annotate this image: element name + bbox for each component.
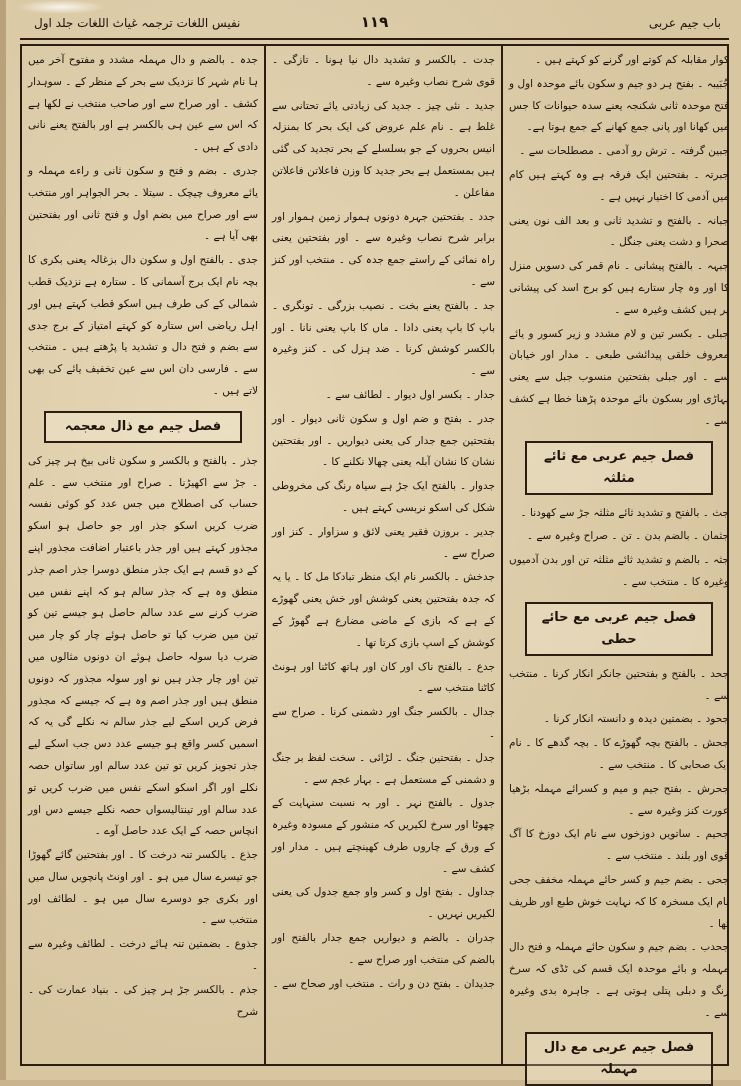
- dictionary-entry: جدع ۔ بالفتح ناک اور کان اور ہاتھ کاٹنا اور ہونٹ کاٹنا منتخب سے ۔: [272, 660, 495, 695]
- dictionary-entry: جدول ۔ بالفتح نہر ۔ اور بہ نسبت سنہایت کے چھوٹا اور سرخ لکیریں کہ منشور کے مسودہ وغیرہ کے ورق کے چاروں طرف کھینچتے ہیں ۔ مدار اور کشف سے ۔: [272, 797, 495, 875]
- dictionary-entry: جُبَیبہ ۔ بفتح ہر دو جیم و سکون بائے موحدہ اول و فتح موحدہ ثانی شکنجہ یعنے سدہ حیوانات کا جس میں کھانا اور پانی جمع کھانے کے جمع ہوتا ہے۔: [509, 77, 729, 134]
- section-heading: فصل جیم مع ذال معجمہ: [44, 411, 242, 443]
- column-right: [503, 44, 735, 1078]
- dictionary-entry: جحدب ۔ بضم جیم و سکون حائے مہملہ و فتح دال مہملہ و بائے موحدہ ایک قسم کی ٹڈی کہ سرخ رنگ و دبلی پتلی ہوتی ہے ۔ جاہرہ بدی وغیرہ سے ۔: [509, 941, 729, 1019]
- column-middle: [264, 44, 503, 1066]
- dictionary-entry: جحی ۔ بضم جیم و کسر حائے مہملہ مخفف جحی نام ایک مسخرہ کا کہ نہایت خوش طبع اور ظریف تھا ۔: [509, 873, 729, 930]
- dictionary-entry: جبرتہ ۔ بفتحتین ایک فرقہ ہے وہ کہتے ہیں کام میں آدمی کا اختیار نہیں ہے ۔: [509, 168, 729, 203]
- chapter-title: باب جیم عربی: [648, 16, 721, 30]
- dictionary-entry: جبلی ۔ بکسر تین و لام مشدد و زیر کسور و یائے معروف خلقی پیدائشی طبعی ۔ مدار اور خیابان سے ۔ اور جبلی بفتحتین منسوب جبل سے یعنی پہاڑی اور بسکون بائے موحدہ پڑھنا خطا ہے کشف سے ۔: [509, 327, 729, 427]
- page-number: ۱۱۹: [360, 13, 389, 31]
- dictionary-entry: جدوار ۔ بالفتح ایک جڑ ہے سیاہ رنگ کی مخروطی شکل کی اسکو نربسی کہتے ہیں ۔: [272, 480, 495, 514]
- dictionary-entry: جدری ۔ بضم و فتح و سکون ثانی و راءے مہملہ و یائے معروف چیچک ۔ سیتلا ۔ بحر الجواہر اور منتخب سے اور صراح میں بضم اول و فتح ثانی اور بفتحتین بھی آیا ہے ۔: [28, 164, 258, 243]
- dictionary-entry: جحود ۔ بضمتین دیدہ و دانستہ انکار کرنا ۔: [543, 713, 729, 726]
- dictionary-entry: جداول ۔ بفتح اول و کسر واو جمع جدول کی یعنی لکیریں نہریں ۔: [272, 886, 495, 921]
- dictionary-entry: جدال ۔ بالکسر جنگ اور دشمنی کرنا ۔ صراح سے ۔: [272, 706, 495, 740]
- dictionary-entry: جدار ۔ بکسر اول دیوار ۔ لطائف سے ۔: [325, 388, 495, 401]
- dictionary-entry: جحرش ۔ بفتح جیم و میم و کسرائے مہملہ بڑھیا عورت کنز وغیرہ سے ۔: [509, 782, 729, 817]
- page-header: [20, 8, 729, 40]
- dictionary-entry: جدہ ۔ بالضم و دال مہملہ مشدد و مفتوح آخر میں ہا نام شہر کا نزدیک سے بحر کے منظر کے ۔ سوہدار کشف ۔ اور صراح سے اور صاحب منتخب نے لکھا ہے کہ اس سے عین ہی بالکسر ہے اور بالفتح یعنے نانی دادی کے ہیں ۔: [28, 54, 258, 154]
- section-heading: فصل جیم عربی مع حائے حطی: [525, 602, 713, 656]
- dictionary-entry: جدد ۔ بفتحتین جہرہ دونوں ہموار زمین ہموار اور برابر شرح نصاب وغیرہ سے ۔ اور بفتحتین یعنی راہ نمائی کے راستے جمع جدہ کی ۔ منتخب اور کنز سے ۔: [272, 210, 495, 288]
- dictionary-entry: جذر ۔ بالفتح و بالکسر و سکون ثانی بیخ ہر چیز کی ۔ جڑ سے اکھیڑنا ۔ صراح اور منتخب سے ۔ علم حساب کی اصطلاح میں جس عدد کو کوئی نفسہ ضرب کریں اسکو جذر اور جو حاصل ہو اسکو مجذور کہتے ہیں اور جذر باعتبار اضافت مجذور اپنے کے دو قسم ہے ایک جذر منطق دوسرا جذر اصم جذر منطق وہ ہے کہ جذر سالم ہو کہ اپنے نفس میں ضرب کرنے سے عدد سالم حاصل ہو جیسے تین کو تین میں ضرب کیا تو حاصل ہوئے چار کو چار میں ضرب دیا سولہ حاصل ہوئے ان دونوں مثالوں میں تین اور چار جذر ہیں نو اور سولہ مجذور کہ دونوں منطق ہیں اور جذر اصم وہ ہے کہ جیسے کہ مجذور فرض کریں اسکے لیے جذر سالم نہ نکلے گی یہ کہ اسمیں کسر واقع ہو جیسے عدد دس جب اسکے لیے جذر تجویز کریں تو تین عدد سالم اور ساتواں حصہ نکلے اور اگر اسکو اسکے نفس میں ضرب کریں تو عدد سالم اور تینتالیسواں حصہ نکلے جیسے دس اور انچاس حصہ کے ایک عدد حاصل آوے ۔: [28, 454, 258, 838]
- dictionary-entry: کوار مقابلہ کم کوتے اور گرنے کو کہتے ہیں ۔: [535, 54, 729, 66]
- dictionary-entry: جدر ۔ بفتح و ضم اول و سکون ثانی دیوار ۔ اور بفتحتین جمع جدار کی یعنی دیواریں ۔ اور بفتحتین نشان کا نشان آبلہ یعنی چھالا نکلنے کا ۔: [272, 412, 495, 469]
- section-heading: فصل جیم عربی مع ثائے مثلثہ: [525, 441, 713, 495]
- dictionary-entry: جبہہ ۔ بالفتح پیشانی ۔ نام قمر کی دسویں منزل کا اور وہ چار ستارے ہیں کو برج اسد کی پیشانی پر ہیں کشف وغیرہ سے ۔: [509, 260, 729, 316]
- dictionary-entry: جحیم ۔ ساتویں دوزخوں سے نام ایک دوزخ کا آگ قوی اور بلند ۔ منتخب سے ۔: [509, 828, 729, 863]
- dictionary-entry: جث ۔ بالفتح و تشدید ثائے مثلثہ جڑ سے کھودنا ۔: [520, 506, 729, 519]
- dictionary-entry: جبانہ ۔ بالفتح و تشدید ثانی و بعد الف نون یعنی صحرا و دشت یعنی جنگل ۔: [509, 214, 729, 249]
- column-left: [22, 44, 264, 1066]
- dictionary-entry: جدیر ۔ بروزن فقیر یعنی لائق و سزاوار ۔ کنز اور صراح سے ۔: [272, 525, 495, 560]
- section-heading: فصل جیم عربی مع دال مہملہ: [525, 1032, 713, 1086]
- dictionary-entry: جدیدان ۔ بفتح دن و رات ۔ منتخب اور صحاح سے ۔: [272, 977, 495, 990]
- dictionary-entry: جدت ۔ بالکسر و تشدید دال نیا ہونا ۔ تازگی ۔ قوی شرح نصاب وغیرہ سے ۔: [272, 54, 495, 88]
- dictionary-entry: جدل ۔ بفتحتین جنگ ۔ لڑائی ۔ سخت لفظ بر جنگ و دشمنی کے مستعمل ہے ۔ بہار عجم سے ۔: [272, 751, 495, 786]
- dictionary-entry: جدران ۔ بالضم و دیواریں جمع جدار بالفتح اور بالضم کی منتخب اور صراح سے ۔: [272, 932, 495, 966]
- dictionary-entry: جثہ ۔ بالضم و تشدید ثائے مثلثہ تن اور بدن آدمیوں وغیرہ کا ۔ منتخب سے ۔: [509, 554, 729, 588]
- dictionary-entry: جحش ۔ بالفتح بچہ گھوڑے کا ۔ بچہ گدھے کا ۔ نام ایک صحابی کا ۔ منتخب سے ۔: [509, 737, 729, 771]
- dictionary-entry: جحد ۔ بالفتح و بفتحتین جانکر انکار کرنا ۔ منتخب سے ۔: [509, 667, 729, 702]
- dictionary-entry: جد ۔ بالفتح یعنے بخت ۔ نصیب بزرگی ۔ تونگری ۔ باپ کا باپ یعنی دادا ۔ ماں کا باپ یعنی نانا ۔ اور بالکسر کوشش کرنا ۔ ضد ہزل کی ۔ کنز وغیرہ سے ۔: [272, 299, 495, 378]
- dictionary-entry: جدید ۔ نئی چیز ۔ جدید کی زیادتی یائے تحتانی سے غلط ہے ۔ نام علم عروض کی ایک بحر کا بمنزلہ انیس بحروں کے جو بسلسلے کے بحر تجدید کی گئی ہیں بمستعمل ہے بحر جدید کا وزن فاعلاتن فاعلاتن مفاعلن ۔: [272, 99, 495, 199]
- dictionary-entry: جدخش ۔ بالکسر نام ایک منظر تبادکا مل کا ۔ یا یہ کہ جدہ بفتحتین یعنی کوشش اور خش یعنی گھوڑے کے ہے کہ بازی کے ماضی مضارع ہے گھوڑ کے کوشش کے اسپ بازی کرتا تھا ۔: [272, 571, 495, 649]
- dictionary-entry: جثمان ۔ بالضم بدن ۔ تن ۔ صراح وغیرہ سے ۔: [526, 530, 729, 543]
- dictionary-entry: جذم ۔ بالکسر جڑ ہر چیز کی ۔ بنیاد عمارت کی ۔ شرح: [28, 983, 258, 1018]
- dictionary-entry: جبین گرفتہ ۔ ترش رو آدمی ۔ مصطلحات سے ۔: [519, 145, 729, 158]
- dictionary-entry: جدی ۔ بالفتح اول و سکون دال بزغالہ یعنی بکری کا بچہ نام ایک برج آسمانی کا ۔ ستارہ ہے نزدیک قطب شمالی کے کی طرف ہیں اسکو قطب کہتے ہیں اور اہل ریاضی اس ستارہ کو کہتے امتیاز کے برج جدی سے بضم و فتح دال و تشدید یا پڑھتے ہیں ۔ منتخب سے ۔ فارسی دان اس سے عین تخفیف یائے کی بھی لاتے ہیں ۔: [28, 254, 258, 397]
- dictionary-entry: جذوع ۔ بضمتین تنہ ہائے درخت ۔ لطائف وغیرہ سے ۔: [28, 938, 258, 973]
- dictionary-entry: جذع ۔ بالکسر تنہ درخت کا ۔ اور بفتحتین گائے گھوڑا جو تیسرے سال میں ہو ۔ اور اونٹ پانچویں سال میں اور بکری جو دوسرے سال میں ہو ۔ لطائف اور منتخب سے ۔: [28, 849, 258, 927]
- book-title: نفیس اللغات ترجمہ غیاث اللغات جلد اول: [34, 16, 241, 30]
